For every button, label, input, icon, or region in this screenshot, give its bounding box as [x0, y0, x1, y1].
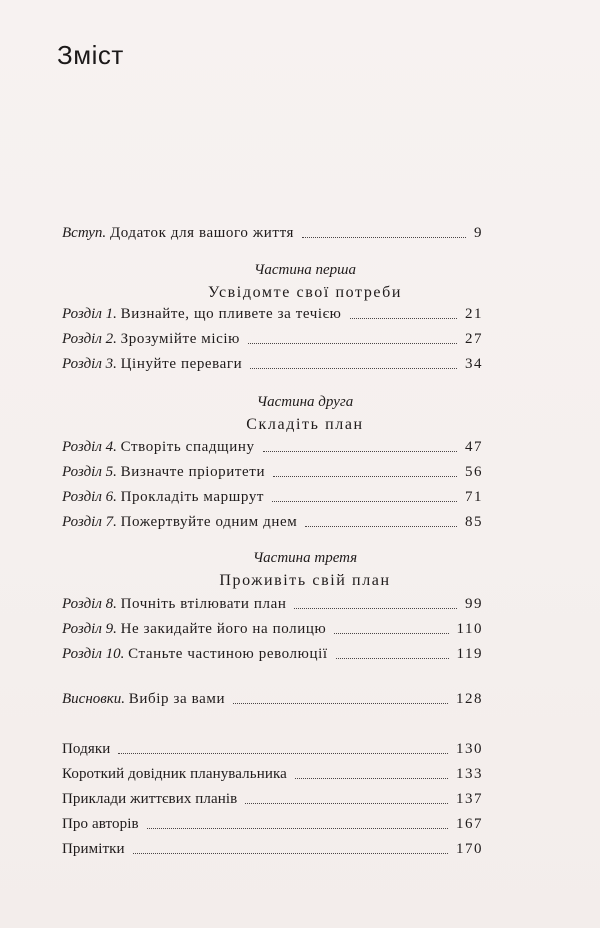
entry-label: Розділ 6.	[62, 489, 117, 505]
entry-page: 27	[465, 331, 483, 347]
entry-title: Не закидайте його на полицю	[120, 621, 327, 637]
toc-entry-notes[interactable]	[62, 836, 483, 858]
part-title: Складіть план	[246, 416, 364, 433]
entry-label: Розділ 5.	[62, 464, 117, 480]
part-label: Частина третя	[252, 550, 358, 566]
dot-leader	[305, 526, 457, 527]
entry-label: Розділ 2.	[62, 331, 117, 347]
entry-title: Короткий довідник планувальника	[62, 766, 287, 782]
dot-leader	[250, 368, 457, 369]
entry-title: Прокладіть маршрут	[120, 489, 265, 505]
entry-title: Подяки	[62, 741, 111, 757]
dot-leader	[245, 803, 448, 804]
entry-page: 9	[474, 225, 483, 241]
toc-entry-life-plan-examples[interactable]	[62, 786, 483, 808]
toc-entry-chapter-4[interactable]	[62, 434, 483, 456]
entry-title: Зрозумійте місію	[120, 331, 240, 347]
part-label: Частина друга	[256, 394, 354, 410]
dot-leader	[272, 501, 457, 502]
entry-label: Розділ 9.	[62, 621, 117, 637]
entry-page: 170	[456, 841, 483, 857]
page-title: Зміст	[57, 40, 124, 70]
entry-label: Розділ 10.	[62, 646, 125, 662]
entry-page: 130	[456, 741, 483, 757]
entry-page: 56	[465, 464, 483, 480]
entry-page: 47	[465, 439, 483, 455]
dot-leader	[302, 237, 466, 238]
part-title: Усвідомте свої потреби	[207, 284, 403, 301]
entry-page: 99	[465, 596, 483, 612]
toc-entry-chapter-2[interactable]	[62, 326, 483, 348]
entry-title: Вибір за вами	[128, 691, 226, 707]
dot-leader	[350, 318, 458, 319]
entry-page: 119	[456, 646, 483, 662]
dot-leader	[273, 476, 457, 477]
entry-label: Висновки.	[62, 691, 126, 707]
toc-entry-chapter-7[interactable]	[62, 509, 483, 531]
part-label: Частина перша	[254, 262, 356, 278]
entry-title: Додаток для вашого життя	[109, 225, 295, 241]
part-title: Проживіть свій план	[219, 572, 391, 589]
toc-entry-chapter-6[interactable]	[62, 484, 483, 506]
entry-page: 71	[465, 489, 483, 505]
dot-leader	[336, 658, 449, 659]
entry-title: Про авторів	[62, 816, 139, 832]
entry-page: 110	[456, 621, 483, 637]
entry-page: 128	[456, 691, 483, 707]
entry-title: Визнайте, що пливете за течією	[120, 306, 342, 322]
entry-title: Приклади життєвих планів	[62, 791, 238, 807]
entry-label: Розділ 8.	[62, 596, 117, 612]
entry-page: 137	[456, 791, 483, 807]
entry-page: 21	[465, 306, 483, 322]
toc-entry-planner-guide[interactable]	[62, 761, 483, 783]
toc-entry-chapter-8[interactable]	[62, 591, 483, 613]
toc-entry-acknowledgements[interactable]	[62, 736, 483, 758]
toc-entry-about-authors[interactable]	[62, 811, 483, 833]
dot-leader	[294, 608, 457, 609]
entry-title: Станьте частиною революції	[128, 646, 328, 662]
toc-entry-chapter-10[interactable]	[62, 641, 483, 663]
dot-leader	[263, 451, 457, 452]
entry-title: Примітки	[62, 841, 125, 857]
dot-leader	[118, 753, 448, 754]
entry-title: Пожертвуйте одним днем	[120, 514, 298, 530]
entry-page: 34	[465, 356, 483, 372]
dot-leader	[334, 633, 448, 634]
entry-label: Розділ 3.	[62, 356, 117, 372]
toc-entry-chapter-1[interactable]	[62, 301, 483, 323]
toc-entry-intro[interactable]	[62, 220, 483, 242]
entry-title: Цінуйте переваги	[120, 356, 243, 372]
toc-entry-chapter-9[interactable]	[62, 616, 483, 638]
entry-title: Визначте пріоритети	[120, 464, 266, 480]
entry-label: Розділ 4.	[62, 439, 117, 455]
toc-entry-chapter-5[interactable]	[62, 459, 483, 481]
dot-leader	[233, 703, 448, 704]
entry-label: Вступ.	[62, 225, 107, 241]
entry-title: Почніть втілювати план	[120, 596, 287, 612]
dot-leader	[295, 778, 448, 779]
dot-leader	[133, 853, 448, 854]
entry-page: 167	[456, 816, 483, 832]
entry-label: Розділ 7.	[62, 514, 117, 530]
entry-page: 133	[456, 766, 483, 782]
entry-title: Створіть спадщину	[120, 439, 255, 455]
toc-entry-chapter-3[interactable]	[62, 351, 483, 373]
entry-page: 85	[465, 514, 483, 530]
entry-label: Розділ 1.	[62, 306, 117, 322]
dot-leader	[248, 343, 457, 344]
dot-leader	[147, 828, 448, 829]
toc-entry-conclusion[interactable]	[62, 686, 483, 708]
